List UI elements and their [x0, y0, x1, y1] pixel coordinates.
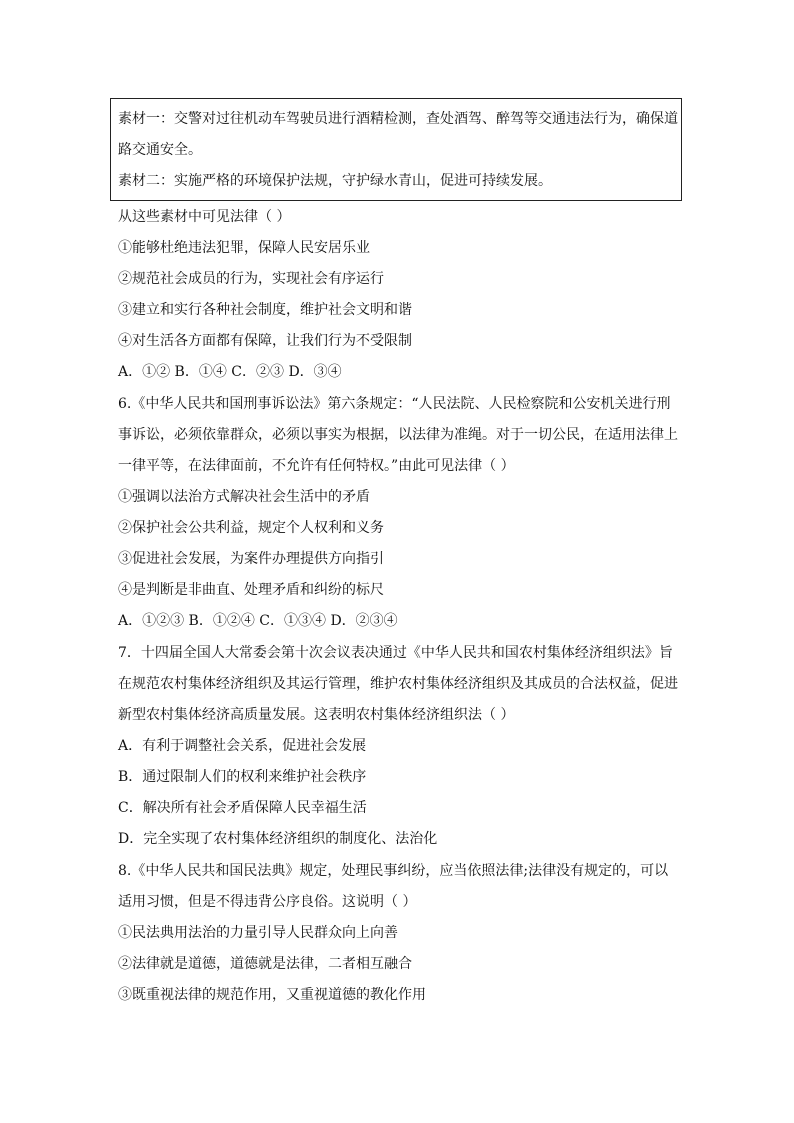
q5-item-2: ②规范社会成员的行为，实现社会有序运行	[118, 271, 384, 287]
q7-choice-a: A．有利于调整社会关系，促进社会发展	[118, 738, 367, 754]
q7-choice-c: C．解决所有社会矛盾保障人民幸福生活	[118, 800, 367, 816]
q6-item-2: ②保护社会公共利益，规定个人权利和义务	[118, 520, 384, 536]
q8-item-3: ③既重视法律的规范作用，又重视道德的教化作用	[118, 987, 426, 1003]
q8-item-1: ①民法典用法治的力量引导人民群众向上向善	[118, 925, 398, 941]
q6-options: A．①②③ B．①②④ C．①③④ D．②③④	[118, 613, 398, 629]
material-1-line-2: 路交通安全。	[118, 142, 202, 158]
material-2-line: 素材二：实施严格的环境保护法规，守护绿水青山，促进可持续发展。	[118, 173, 552, 189]
q7-choice-b: B．通过限制人们的权利来维护社会秩序	[118, 769, 367, 785]
q6-item-4: ④是判断是非曲直、处理矛盾和纠纷的标尺	[118, 582, 384, 598]
q6-stem-line-1: 6.《中华人民共和国刑事诉讼法》第六条规定：“人民法院、人民检察院和公安机关进行刑	[118, 396, 671, 412]
q7-stem-line-3: 新型农村集体经济高质量发展。这表明农村集体经济组织法（ ）	[118, 707, 515, 723]
q6-stem-line-3: 一律平等，在法律面前，不允许有任何特权。”由此可见法律（ ）	[118, 458, 515, 474]
q8-stem-line-2: 适用习惯，但是不得违背公序良俗。这说明（ ）	[118, 894, 417, 910]
q5-options: A．①② B．①④ C．②③ D．③④	[118, 364, 342, 380]
q5-item-4: ④对生活各方面都有保障，让我们行为不受限制	[118, 333, 412, 349]
material-1-line-1: 素材一：交警对过往机动车驾驶员进行酒精检测，查处酒驾、醉驾等交通违法行为，确保道	[118, 111, 678, 127]
q8-item-2: ②法律就是道德，道德就是法律，二者相互融合	[118, 956, 412, 972]
q5-item-3: ③建立和实行各种社会制度，维护社会文明和谐	[118, 302, 412, 318]
q6-stem-line-2: 事诉讼，必须依靠群众，必须以事实为根据，以法律为准绳。对于一切公民，在适用法律上	[118, 427, 678, 443]
q7-choice-d: D．完全实现了农村集体经济组织的制度化、法治化	[118, 831, 438, 847]
q5-stem: 从这些素材中可见法律（ ）	[118, 209, 291, 225]
q7-stem-line-2: 在规范农村集体经济组织及其运行管理，维护农村集体经济组织及其成员的合法权益，促进	[118, 676, 678, 692]
q7-stem-line-1: 7．十四届全国人大常委会第十次会议表决通过《中华人民共和国农村集体经济组织法》旨	[118, 645, 673, 661]
q8-stem-line-1: 8.《中华人民共和国民法典》规定，处理民事纠纷，应当依照法律;法律没有规定的，可以	[118, 863, 669, 879]
q5-item-1: ①能够杜绝违法犯罪，保障人民安居乐业	[118, 240, 370, 256]
q6-item-3: ③促进社会发展，为案件办理提供方向指引	[118, 551, 384, 567]
q6-item-1: ①强调以法治方式解决社会生活中的矛盾	[118, 489, 370, 505]
